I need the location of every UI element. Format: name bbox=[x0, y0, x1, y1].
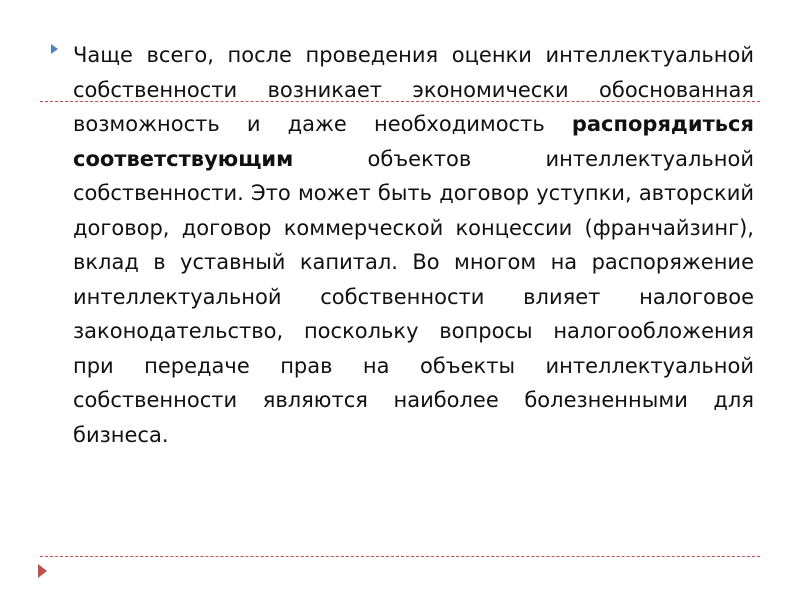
paragraph-bold-phrase: распорядиться соответствующим bbox=[73, 112, 754, 171]
triangle-bullet-icon bbox=[51, 44, 58, 54]
body-paragraph bbox=[73, 38, 754, 452]
bottom-divider bbox=[40, 556, 760, 557]
paragraph-text-part2: объектов интеллектуальной собственности. Это может быть договор уступки, авторский договор, договор коммерческой концессии (франчайзинг), вклад в уставный капитал. Во многом на распоряжение интеллектуальной собственности влияет налоговое законодательство, поскольку вопросы налогообложения при передаче прав на объекты интеллектуальной собственности являются наиболее болезненными для бизнеса. bbox=[73, 146, 754, 447]
paragraph-text-part1: Чаще всего, после проведения оценки интеллектуальной собственности возникает экономически обоснованная возможность и даже необходимость bbox=[73, 43, 754, 136]
corner-triangle-icon bbox=[38, 564, 47, 578]
